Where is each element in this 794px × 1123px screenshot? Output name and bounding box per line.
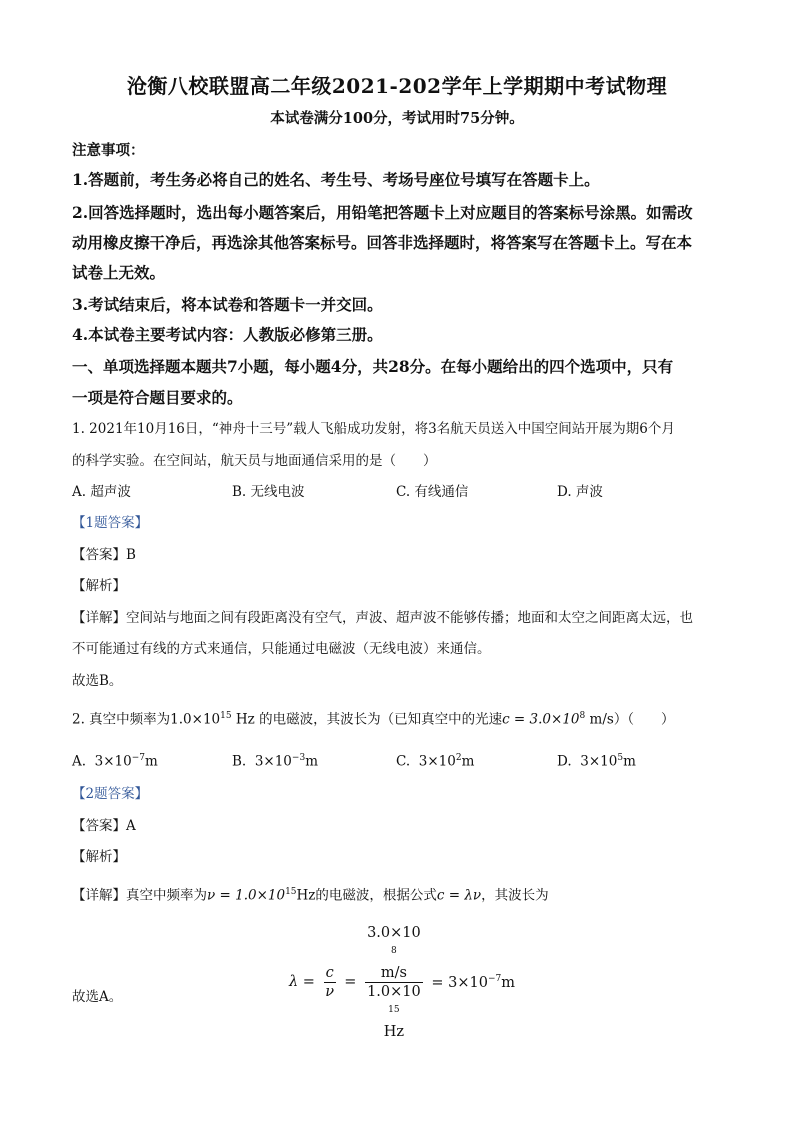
fraction-c-over-nu xyxy=(324,964,336,1001)
formula-equals-1: = xyxy=(344,974,357,991)
note-item-4: 4.本试卷主要考试内容：人教版必修第三册。 xyxy=(72,325,383,344)
q2-conclusion: 故选A。 xyxy=(72,989,123,1005)
fraction-values xyxy=(365,924,423,1041)
q1-option-d: D. 声波 xyxy=(557,484,603,500)
q2-option-a-exponent: −7 xyxy=(131,753,146,763)
q2-option-c-mantissa: 3×10 xyxy=(418,753,456,770)
q2-option-b-exponent: −3 xyxy=(291,753,306,763)
q2-detail-nu-unit: Hz xyxy=(296,887,316,904)
q2-option-a-letter: A. xyxy=(72,753,87,770)
page-subtitle: 本试卷满分100分，考试用时75分钟。 xyxy=(270,110,524,127)
q2-detail-nu-exponent: 15 xyxy=(285,887,297,897)
formula-lhs: λ = xyxy=(289,974,315,991)
q2-c-exponent: 8 xyxy=(579,711,586,721)
q2-detail-formula: c = λν xyxy=(436,887,482,904)
q2-answer-tag: 【2题答案】 xyxy=(72,786,149,802)
q2-c-expression: c = 3.0×10 xyxy=(502,711,580,728)
q2-detail-text-3: ，其波长为 xyxy=(481,887,549,904)
formula-result xyxy=(431,974,515,991)
page-title: 沧衡八校联盟高二年级2021-202学年上学期期中考试物理 xyxy=(126,74,668,98)
q2-option-c-unit: m xyxy=(461,753,475,770)
q2-option-a-mantissa: 3×10 xyxy=(94,753,132,770)
fraction-2-numerator-mantissa: 3.0×10 xyxy=(367,925,421,941)
fraction-2-denominator-unit: Hz xyxy=(383,1023,405,1040)
q2-option-a-unit: m xyxy=(145,753,158,770)
fraction-2-denominator-exponent: 15 xyxy=(388,1004,400,1015)
q2-stem-end: ）（ ） xyxy=(613,711,675,728)
fraction-1-numerator-text: c xyxy=(325,964,334,981)
q2-option-d-exponent: 5 xyxy=(617,753,624,763)
q1-answer-tag: 【1题答案】 xyxy=(72,515,149,531)
q2-option-b-letter: B. xyxy=(232,753,247,770)
q1-option-a: A. 超声波 xyxy=(72,484,131,500)
fraction-2-denominator-mantissa: 1.0×10 xyxy=(367,983,421,1000)
fraction-1-denominator xyxy=(324,983,336,1001)
q2-stem-mid: 的电磁波，其波长为（已知真空中的光速 xyxy=(254,711,503,728)
fraction-1-numerator xyxy=(324,964,336,983)
q2-option-a xyxy=(72,748,158,772)
q1-stem-line-2: 的科学实验。在空间站，航天员与地面通信采用的是（ ） xyxy=(72,453,437,469)
q2-freq-mantissa: 1.0×10 xyxy=(170,711,221,728)
fraction-2-numerator xyxy=(365,924,423,983)
q1-answer: 【答案】B xyxy=(72,547,136,563)
q2-option-d-letter: D. xyxy=(557,753,572,770)
q2-freq-exponent: 15 xyxy=(220,711,232,721)
notes-heading: 注意事项： xyxy=(72,142,145,159)
q2-detail-nu: ν = 1.0×10 xyxy=(207,887,286,904)
section-1-line-1: 一、单项选择题本题共7小题，每小题4分，共28分。在每小题给出的四个选项中，只有 xyxy=(72,357,674,376)
q2-answer: 【答案】A xyxy=(72,818,136,834)
q1-detail-text-1: 空间站与地面之间有段距离没有空气，声波、超声波不能够传播；地面和太空之间距离太远，也 xyxy=(126,610,693,626)
q2-detail-tag: 【详解】 xyxy=(72,887,126,904)
q2-option-d-unit: m xyxy=(623,753,636,770)
q1-stem-line-1: 1. 2021年10月16日，“神舟十三号”载人飞船成功发射，将3名航天员送入中国空间站开展为期6个月 xyxy=(72,421,675,437)
q2-option-b-mantissa: 3×10 xyxy=(254,753,292,770)
q2-stem-prefix: 2. 真空中频率为 xyxy=(72,711,171,728)
fraction-2-numerator-unit: m/s xyxy=(380,964,407,981)
section-1-line-2: 一项是符合题目要求的。 xyxy=(72,388,243,407)
q2-option-b xyxy=(232,748,318,772)
q1-analysis-label: 【解析】 xyxy=(72,578,126,594)
q1-detail-line-1 xyxy=(72,608,693,628)
q1-detail-tag: 【详解】 xyxy=(72,610,126,626)
q2-detail-text-2: 的电磁波，根据公式 xyxy=(315,887,437,904)
q1-option-c: C. 有线通信 xyxy=(396,484,469,500)
q2-detail-line xyxy=(72,882,549,906)
formula-result-exponent: −7 xyxy=(487,973,502,984)
note-item-2-line-2: 动用橡皮擦干净后，再选涂其他答案标号。回答非选择题时，将答案写在答题卡上。写在本 xyxy=(72,233,693,252)
fraction-2-denominator xyxy=(365,983,423,1041)
q2-option-d-mantissa: 3×10 xyxy=(580,753,618,770)
q2-option-b-unit: m xyxy=(305,753,318,770)
q2-option-d xyxy=(557,748,636,772)
q2-option-c-letter: C. xyxy=(396,753,411,770)
fraction-1-denominator-text: ν xyxy=(325,983,335,1000)
q2-option-c-exponent: 2 xyxy=(455,753,462,763)
q2-option-c xyxy=(396,748,474,772)
q1-conclusion: 故选B。 xyxy=(72,673,123,689)
note-item-3: 3.考试结束后，将本试卷和答题卡一并交回。 xyxy=(72,295,383,314)
q2-analysis-label: 【解析】 xyxy=(72,849,126,865)
note-item-2-line-1: 2.回答选择题时，选出每小题答案后，用铅笔把答题卡上对应题目的答案标号涂黑。如需改 xyxy=(72,203,693,222)
formula-result-mantissa: = 3×10 xyxy=(431,974,488,991)
q1-detail-line-2: 不可能通过有线的方式来通信，只能通过电磁波（无线电波）来通信。 xyxy=(72,641,491,657)
q2-c-unit: m/s xyxy=(589,711,614,728)
q2-freq-unit: Hz xyxy=(235,711,255,728)
formula-result-unit: m xyxy=(501,974,515,991)
fraction-2-numerator-exponent: 8 xyxy=(391,946,397,956)
q2-stem xyxy=(72,706,675,730)
note-item-2-line-3: 试卷上无效。 xyxy=(72,263,166,282)
q1-option-b: B. 无线电波 xyxy=(232,484,305,500)
note-item-1: 1.答题前，考生务必将自己的姓名、考生号、考场号座位号填写在答题卡上。 xyxy=(72,170,600,189)
q2-detail-text-1: 真空中频率为 xyxy=(126,887,207,904)
